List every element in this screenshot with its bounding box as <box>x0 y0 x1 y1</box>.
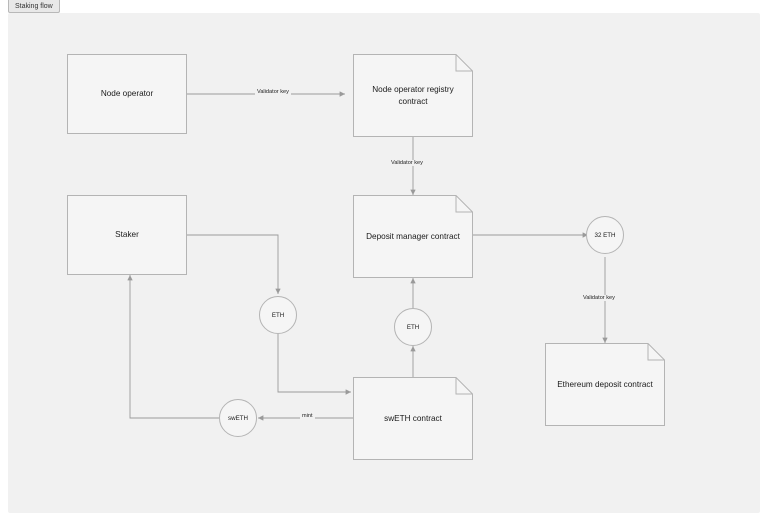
node-staker[interactable] <box>67 195 187 275</box>
token-eth-staker-label: ETH <box>271 311 285 319</box>
token-32-eth-label: 32 ETH <box>594 231 616 239</box>
edge-swethtoken-to-staker-path <box>130 275 219 418</box>
edge-label-operator-to-registry: Validator key <box>257 89 289 95</box>
token-eth-deposit[interactable] <box>394 308 432 346</box>
frame-title-tab[interactable]: Staking flow <box>8 0 60 13</box>
edge-label-32eth-to-ethereum-deposit: Validator key <box>583 295 615 301</box>
token-sweth[interactable] <box>219 399 257 437</box>
node-ethereum-deposit-contract[interactable] <box>545 343 665 426</box>
node-sweth-contract-label: swETH contract <box>384 413 442 423</box>
edge-staker-to-eth-path <box>187 235 278 294</box>
token-eth-staker[interactable] <box>259 296 297 334</box>
node-sweth-contract[interactable] <box>353 377 473 460</box>
edge-label-sweth-mint: mint <box>302 413 313 419</box>
node-node-operator[interactable] <box>67 54 187 134</box>
node-node-operator-registry-contract[interactable] <box>353 54 473 137</box>
node-deposit-manager-contract-label: Deposit manager contract <box>366 231 460 241</box>
node-deposit-manager-contract[interactable] <box>353 195 473 278</box>
edge-label-registry-to-deposit-manager: Validator key <box>391 160 423 166</box>
token-sweth-label: swETH <box>228 414 248 422</box>
node-node-operator-label: Node operator <box>100 89 154 99</box>
token-32-eth[interactable] <box>586 216 624 254</box>
edge-eth-to-sweth-path <box>278 334 351 392</box>
node-staker-label: Staker <box>115 230 139 240</box>
node-node-operator-registry-contract-label: Node operator registry contract <box>372 84 454 106</box>
diagram-frame <box>8 13 760 513</box>
token-eth-deposit-label: ETH <box>406 323 420 331</box>
node-ethereum-deposit-contract-label: Ethereum deposit contract <box>557 379 653 389</box>
